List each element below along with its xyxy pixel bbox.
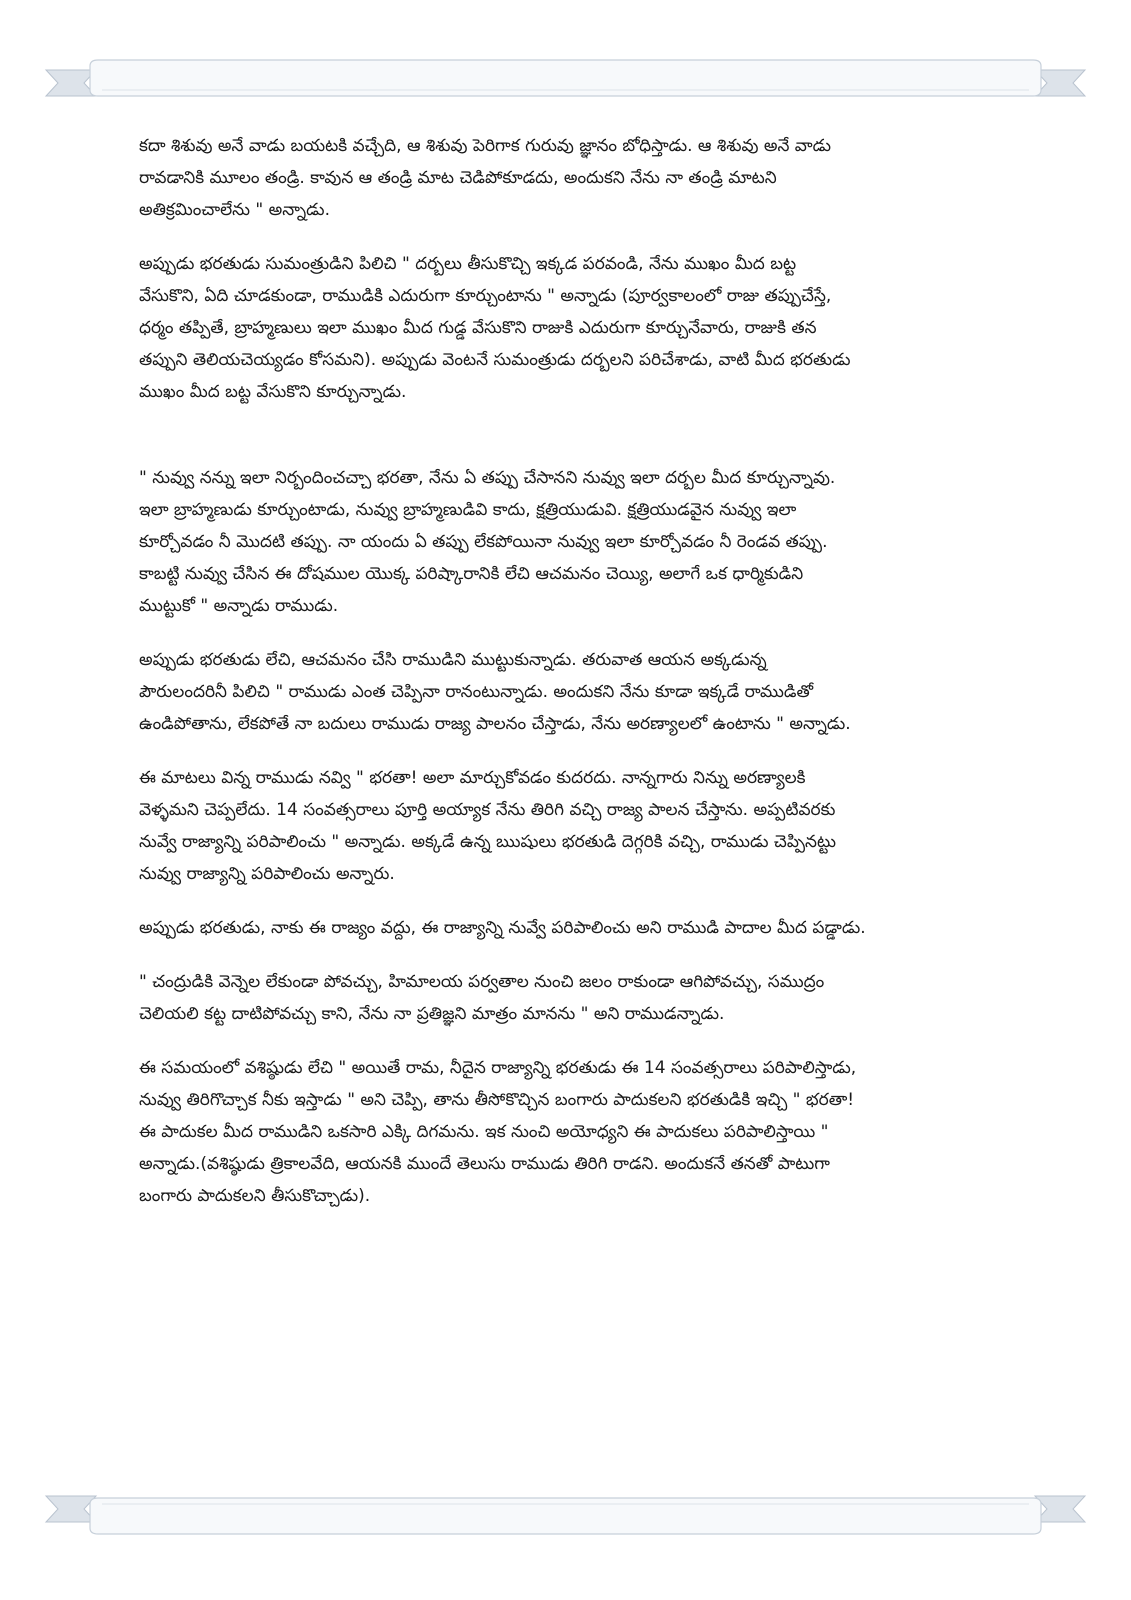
paragraph-spacer	[139, 1030, 999, 1052]
paragraph-2-line: వేసుకొని, ఏది చూడకుండా, రాముడికి ఎదురుగా కూర్చుంటాను " అన్నాడు (పూర్వకాలంలో రాజు తప్పుచేస్తే,	[139, 286, 832, 306]
paragraph-8-line: ఈ పాదుకల మీద రాముడిని ఒకసారి ఎక్కి దిగమను. ఇక నుంచి అయోధ్యని ఈ పాదుకలు పరిపాలిస్తాయి "	[139, 1122, 829, 1142]
paragraph-7-line: " చంద్రుడికి వెన్నెల లేకుండా పోవచ్చు, హిమాలయ పర్వతాల నుంచి జలం రాకుండా ఆగిపోవచ్చు, సముద్రం	[139, 972, 825, 992]
paragraph-4-line: ఉండిపోతాను, లేకపోతే నా బదులు రాముడు రాజ్య పాలనం చేస్తాడు, నేను అరణ్యాలలో ఉంటాను " అన్నాడు.	[139, 714, 851, 734]
paragraph-3-line: కూర్చోవడం నీ మొదటి తప్పు. నా యందు ఏ తప్పు లేకపోయినా నువ్వు ఇలా కూర్చోవడం నీ రెండవ తప్పు.	[139, 532, 828, 552]
paragraph-spacer	[139, 226, 999, 248]
paragraph-spacer	[139, 890, 999, 912]
paragraph-4-line: పౌరులందరినీ పిలిచి " రాముడు ఎంత చెప్పినా రానంటున్నాడు. అందుకని నేను కూడా ఇక్కడే రాముడితో	[139, 682, 814, 702]
paragraph-1-line: అతిక్రమించాలేను " అన్నాడు.	[139, 200, 330, 220]
paragraph-3-line: ముట్టుకో " అన్నాడు రాముడు.	[139, 596, 339, 616]
paragraph-spacer	[139, 622, 999, 644]
paragraph-8-line: అన్నాడు.(వశిష్ఠుడు త్రికాలవేది, ఆయనకి ముందే తెలుసు రాముడు తిరిగి రాడని. అందుకనే తనతో పాటుగా	[139, 1154, 830, 1174]
paragraph-3-line: ఇలా బ్రాహ్మణుడు కూర్చుంటాడు, నువ్వు బ్రాహ్మణుడివి కాదు, క్షత్రియుడువి. క్షత్రియుడవైన నువ్వు ఇలా	[139, 500, 797, 520]
paragraph-2-line: ధర్మం తప్పితే, బ్రాహ్మణులు ఇలా ముఖం మీద గుడ్డ వేసుకొని రాజుకి ఎదురుగా కూర్చునేవారు, రాజుకి తన	[139, 318, 817, 338]
top-ribbon-banner	[44, 50, 1087, 102]
paragraph-5-line: వెళ్ళమని చెప్పలేదు. 14 సంవత్సరాలు పూర్తి అయ్యాక నేను తిరిగి వచ్చి రాజ్య పాలన చేస్తాను. అప్పటివరకు	[139, 800, 836, 820]
paragraph-spacer	[139, 408, 999, 462]
paragraph-3-line: " నువ్వు నన్ను ఇలా నిర్బందించచ్చా భరతా, నేను ఏ తప్పు చేసానని నువ్వు ఇలా దర్బల మీద కూర్చున్నావు.	[139, 468, 836, 488]
paragraph-3-line: కాబట్టి నువ్వు చేసిన ఈ దోషముల యొక్క పరిష్కారానికి లేచి ఆచమనం చెయ్యి, అలాగే ఒక ధార్మికుడిని	[139, 564, 804, 584]
paragraph-1-line: కదా శిశువు అనే వాడు బయటకి వచ్చేది, ఆ శిశువు పెరిగాక గురువు జ్ఞానం బోధిస్తాడు. ఆ శిశువు అనే వాడు	[139, 136, 832, 156]
paragraph-5-line: ఈ మాటలు విన్న రాముడు నవ్వి " భరతా! అలా మార్చుకోవడం కుదరదు. నాన్నగారు నిన్ను అరణ్యాలకి	[139, 768, 806, 788]
paragraph-spacer	[139, 944, 999, 966]
paragraph-4-line: అప్పుడు భరతుడు లేచి, ఆచమనం చేసి రాముడిని ముట్టుకున్నాడు. తరువాత ఆయన అక్కడున్న	[139, 650, 767, 670]
paragraph-6-line: అప్పుడు భరతుడు, నాకు ఈ రాజ్యం వద్దు, ఈ రాజ్యాన్ని నువ్వే పరిపాలించు అని రాముడి పాదాల మీద పడ్డాడు.	[139, 918, 866, 938]
paragraph-8-line: ఈ సమయంలో వశిష్ఠుడు లేచి " అయితే రామ, నీదైన రాజ్యాన్ని భరతుడు ఈ 14 సంవత్సరాలు పరిపాలిస్తాడు,	[139, 1058, 857, 1078]
paragraph-1-line: రావడానికి మూలం తండ్రి. కావున ఆ తండ్రి మాట చెడిపోకూడదు, అందుకని నేను నా తండ్రి మాటని	[139, 168, 777, 188]
paragraph-spacer	[139, 740, 999, 762]
paragraph-2-line: ముఖం మీద బట్ట వేసుకొని కూర్చున్నాడు.	[139, 382, 407, 402]
document-body	[139, 130, 999, 1212]
bottom-ribbon-banner	[44, 1492, 1087, 1544]
paragraph-5-line: నువ్వు రాజ్యాన్ని పరిపాలించు అన్నారు.	[139, 864, 395, 884]
paragraph-2-line: అప్పుడు భరతుడు సుమంత్రుడిని పిలిచి " దర్బలు తీసుకొచ్చి ఇక్కడ పరవండి, నేను ముఖం మీద బట్ట	[139, 254, 797, 274]
paragraph-2-line: తప్పుని తెలియచెయ్యడం కోసమని). అప్పుడు వెంటనే సుమంత్రుడు దర్బలని పరిచేశాడు, వాటి మీద భరతుడు	[139, 350, 851, 370]
paragraph-7-line: చెలియలి కట్ట దాటిపోవచ్చు కాని, నేను నా ప్రతిజ్ఞని మాత్రం మానను " అని రాముడన్నాడు.	[139, 1004, 725, 1024]
paragraph-8-line: బంగారు పాదుకలని తీసుకొచ్చాడు).	[139, 1186, 371, 1206]
paragraph-5-line: నువ్వే రాజ్యాన్ని పరిపాలించు " అన్నాడు. అక్కడే ఉన్న ఋషులు భరతుడి దెగ్గరికి వచ్చి, రాముడు చెప్పినట్టు	[139, 832, 837, 852]
paragraph-8-line: నువ్వు తిరిగొచ్చాక నీకు ఇస్తాడు " అని చెప్పి, తాను తీసోకొచ్చిన బంగారు పాదుకలని భరతుడికి ఇచ్చి " భరతా!	[139, 1090, 855, 1110]
